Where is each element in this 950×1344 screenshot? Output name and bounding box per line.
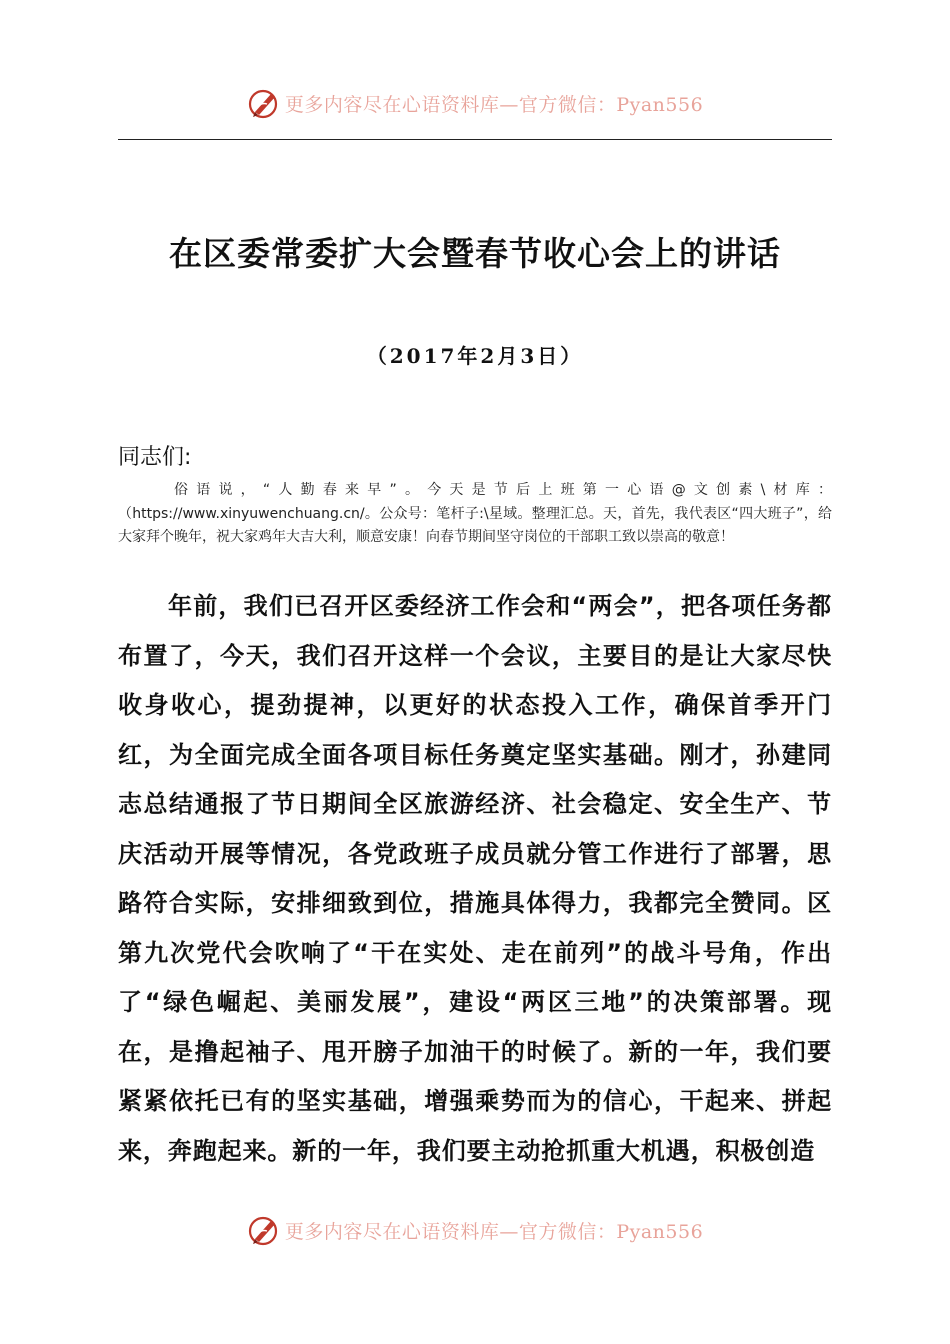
body-paragraph: 年前，我们已召开区委经济工作会和“两会”，把各项任务都布置了，今天，我们召开这样一个会议，主要目的是让大家尽快收身收心，提劲提神，以更好的状态投入工作，确保首季开门红，为全面完成全面各项目标任务奠定坚实基础。刚才，孙建同志总结通报了节日期间全区旅游经济、社会稳定、安全生产、节庆活动开展等情况，各党政班子成员就分管工作进行了部署，思路符合实际，安排细致到位，措施具体得力，我都完全赞同。区第九次党代会吹响了“干在实处、走在前列”的战斗号角，作出了“绿色崛起、美丽发展”，建设“两区三地”的决策部署。现在，是撸起袖子、甩开膀子加油干的时候了。新的一年，我们要紧紧依托已有的坚实基础，增强乘势而为的信心，干起来、拼起来，奔跑起来。新的一年，我们要主动抢抓重大机遇，积极创造 <box>118 592 832 1165</box>
footer-watermark <box>0 1210 950 1250</box>
watermark-text: 更多内容尽在心语资料库—官方微信：Pyan556 <box>284 1220 704 1243</box>
document-title: 在区委常委扩大会暨春节收心会上的讲话 <box>169 234 781 273</box>
document-date: （2017年2月3日） <box>366 344 584 368</box>
header-divider <box>118 139 832 140</box>
watermark-text: 更多内容尽在心语资料库—官方微信：Pyan556 <box>284 93 704 116</box>
header-watermark <box>0 83 950 123</box>
salutation: 同志们: <box>118 445 192 470</box>
intro-paragraph: 俗语说，“人勤春来早”。今天是节后上班第一心语@文创素\材库：（https://www.xinyuwenchuang.cn/。公众号：笔杆子:\星域。整理汇总。天，首先，我代表区“四大班子”，给大家拜个晚年，祝大家鸡年大吉大利，顺意安康！向春节期间坚守岗位的干部职工致以崇高的敬意！ <box>118 482 832 545</box>
pen-logo-icon <box>247 86 281 120</box>
pen-logo-icon <box>247 1213 281 1247</box>
